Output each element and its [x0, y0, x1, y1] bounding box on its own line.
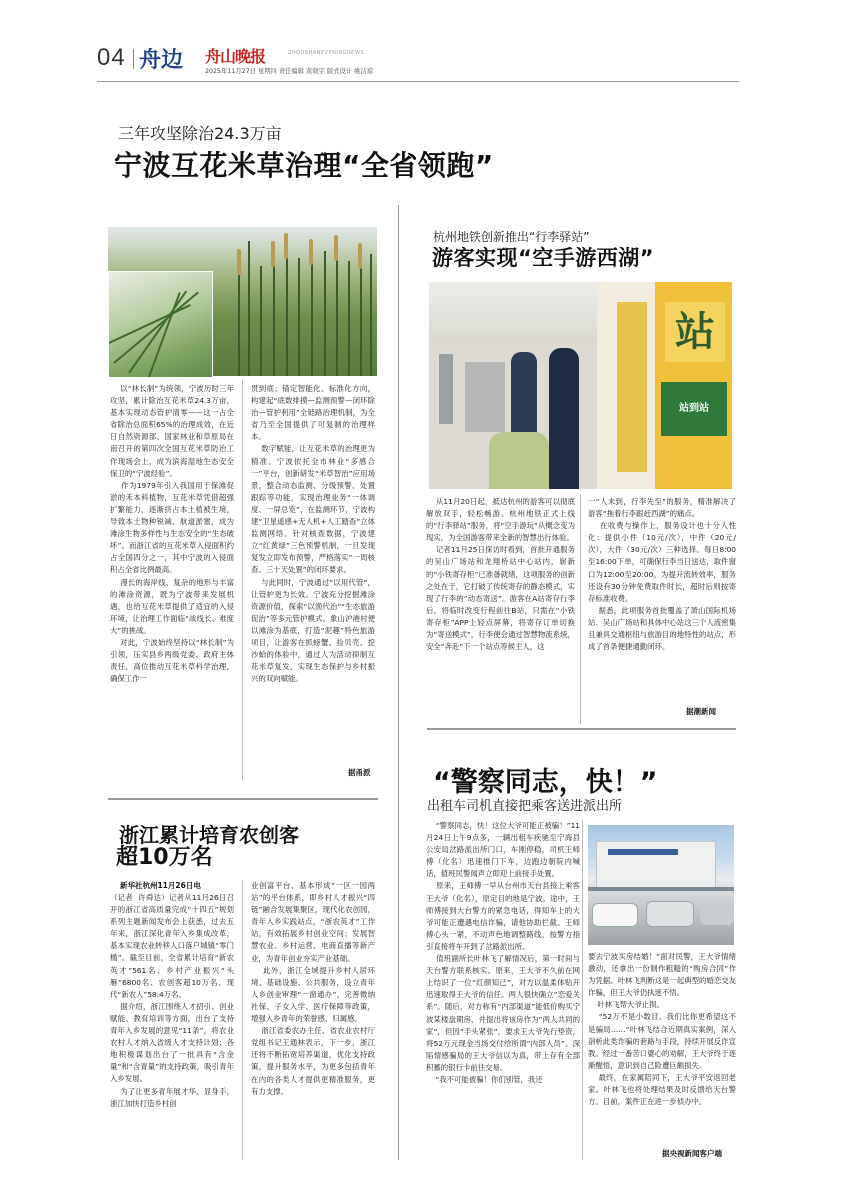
article2-body-col2: 业创富平台、基本形成“一区一园两站”的平台体系，即乡村人才振兴“四链”融合发展集聚区，现代化农创园，青年入乡实践站点，“浙农英才”工作站，有效拓展乡村创业空间；发展智慧农业、乡村运营、电商直播等新产业，为青年创业夯实产业基础。 此外，浙江全域提升乡村人居环境、基础设施、公共服务，设立青年人乡创业审理“一窗通办”，完善微纳社保、子女入学、医疗保障等政策，增强入乡青年的荣誉感、归属感。 浙江省委农办主任、省农业农村厅党组书记王通林表示，下一步，浙江还将不断拓宽培养渠道，优化支持政策，提升服务水平，为更多包括青年在内的各类人才提供更精准服务，更有力支撑。	[251, 881, 375, 1096]
section-title: 舟边	[139, 47, 184, 73]
newspaper-logo: 舟山晚报	[205, 47, 266, 66]
article1-headline: 宁波互花米草治理“全省领跑”	[114, 149, 494, 182]
article1-body-col1: 以“林长制”为统领，宁波历时三年攻坚，累计除治互花米草24.3万亩，基本实现动态管护清零——这一占全省除治总面积65%的治理成效，在近日自然资源部、国家林业和草原局在南召开的第四次全国互花米草防治工作现场会上，成为滨海湿地生态安全保卫的“宁波经验”。 作为1979年引入我国用于保滩促淤的禾本科植物，互花米草凭借超强扩繁能力，逐渐挤占本土植被生境，导致本土物种锐减、航道淤塞，成为滩涂生物多样性与生态安全的“生态破坏”。而浙江省的互花米草入侵面积约占全国四分之一，其中宁波的入侵面积占全省比例最高。 漫长的海岸线、复杂的地形与丰富的滩涂资源，既为宁波带来发展机遇，也给互花米草提供了适宜的入侵环境，让治理工作面临“战线长、难度大”的挑战。 对此，宁波始终坚持以“林长制”为引领，压实县乡两级党委、政府主体责任，高位推动互花米草科学治理，确保工作一	[110, 384, 234, 684]
article1-photo-closeup	[108, 271, 213, 378]
article3-station-sign: 站到站	[661, 382, 727, 436]
article4-body-col1: “警察同志，快！这位大爷可能正被骗！”11月24日上午9点多，一辆出租车疾驰至宁海县公安局岔路派出所门口，车刚停稳，司机王师傅（化名）迅速推门下车，边跑边朝院内喊话，值班民警闻声立即迎上前接手处置。 原来，王师傅一早从台州市天台县接上乘客王大爷（化名），原定目的地是宁波。途中，王师傅接到大台警方的紧急电话，得知车上的大爷可能正遭遇电信诈骗，请他协助拦截。王师傅心头一紧，不动声色地调整路线，按警方指引直接将车开到了岔路派出所。 值班副所长叶林飞了解情况后，第一时间与天台警方联系核实。原来，王大爷不久前在网上结识了一位“红颜知己”，对方以温柔体贴开迅速取得王大爷的信任。两人很快确立“恋爱关系”。随后，对方称有“内部渠道”能低价购买宁波某楼盘期房，并提出将该房作为“两人共同的家”，但因“手头紧张”，要求王大爷先行垫资，将52万元现金当场交付给所谓“内部人员”。深陷情感骗局的王大爷信以为真，带上存有全部积蓄的银行卡前往交易。 “我不可能被骗！你们别管，我还	[426, 821, 580, 1084]
article3-photo-metro-station: 站 站到站	[429, 282, 732, 489]
article3-headline: 游客实现“空手游西湖”	[432, 246, 655, 270]
article1-column-rule	[242, 380, 243, 780]
article3-column-rule	[580, 494, 581, 724]
article1-kicker: 三年攻坚除治24.3万亩	[118, 124, 282, 143]
article4-headline: “警察同志，快！”	[433, 767, 658, 798]
section-separator-left	[108, 798, 378, 800]
article3-kicker: 杭州地铁创新推出“行李驿站”	[433, 230, 590, 244]
issue-meta: 2025年11月27日 星期四 责任编辑 黄晓宇 版式设计 姚洁琼	[205, 68, 373, 75]
article4-column-rule	[582, 820, 583, 1160]
header-rule	[97, 81, 739, 82]
article2-column-rule	[242, 880, 243, 1160]
page-column-divider	[398, 205, 399, 1160]
newspaper-logo-english: ZHOUSHANEVENINGNEWS	[288, 50, 364, 56]
article4-photo-police-station	[588, 825, 734, 945]
article2-kicker: 浙江累计培育农创客	[119, 823, 299, 847]
article1-byline: 据甬派	[348, 768, 371, 777]
article3-body-col2: 一“人未到，行李先至”的服务，精准解决了游客“拖着行李跟赶西湖”的痛点。 在收费与操作上，服务设计也十分人性化：提供小件（10元/次），中件（20元/次），大件（30元/次）三种选择。每日8:00至16:00下单，可确保行李当日送达，取件窗口为12:00至20:00。为提升流转效率，服务还设有30分钟免费取件时长，超时后则按寄存标准收费。 据悉，此项服务首批覆盖了萧山国际机场站、吴山广场站和具体中心站这三个人流密集且兼具交通枢纽与旅游目的地特性的站点，形成了首条便捷通勤闭环。	[588, 497, 736, 652]
header-divider	[133, 49, 134, 69]
article4-subheadline: 出租车司机直接把乘客送进派出所	[427, 799, 623, 814]
page-number: 04	[97, 44, 126, 71]
article4-byline: 据央视新闻客户端	[662, 1149, 722, 1158]
article2-body-col1: （记者 许舜达）记者从11月26日召开的浙江省高质量完成“十四五”规划系列主题新闻发布会上获悉，过去五年来，浙江深化青年入乡集成改革，基本实现农业转移人口落户城镇“零门槛”。截至目前，全省累计培育“新农英才”561名、乡村产业振兴“头雁”6800名、农创客超10万名、现代“新农人”58.4万名。 据介绍，浙江围绕人才招引、创业赋能、教育培训等方面，出台了支持青年入乡发展的意见“11条”，将农业农村人才纳入省级人才支持计划；各地积极谋划出台了一批具有“含金量”和“含青量”的支持政策，吸引青年入乡发展。 为了让更多青年展才华、显身手，浙江加快打造乡村创	[110, 893, 234, 1108]
article2-dateline: 新华社杭州11月26日电	[120, 881, 201, 890]
section-separator-right	[427, 728, 736, 730]
article4-body-col2: 要去宁波买房结婚！”面对民警，王大爷情绪激动，还拿出一份制作粗糙的“购房合同”作为凭据。叶林飞判断这是一起典型的婚恋交友诈骗，但王大爷仍执迷不悟。 叶林飞帮大爷止损。 “52万不是小数目。我们比你更希望这不是骗局……”叶林飞结合近期真实案例，深入剖析此类诈骗的套路与手段，持续开展反诈宣教。经过一番苦口婆心的劝解，王大爷终于逐渐醒悟，意识到自己险遭巨额损失。 最终，在家属陪同下，王大爷平安返回老家。叶林飞也将处理结果及时反馈给天台警方。目前，案件正在进一步侦办中。	[588, 952, 736, 1107]
article3-body-col1: 从11月20日起，抵达杭州的游客可以彻底解放双手，轻松畅游。杭州地铁正式上线的“行李驿站”服务，将“空手游玩”从概念变为现实，为全国游客带来全新的智慧出行体验。 记者11月25日探访时看到，首批开通服务的吴山广场站和龙翔桥站中心站内，崭新的“小铁寄存柜”已准备就绪，这项服务的创新之处在于，它打破了传统寄存的静态模式，实现了行李的“动态寄送”。游客在A站寄存行李后，将临时改变行程前往B站，只需在“小铁寄存柜”APP上轻点屏幕，将寄存订单切换为“寄送模式”，行李便会通过智慧物流系统，安全“奔赴”下一个站点等候主人，这	[426, 497, 576, 652]
article1-body-col2: 贯到底；锚定智能化、标准化方向，构建起“底数排摸—监测预警—闭环除治—管护利用”全链路治理机制，为全省乃至全国提供了可复制的治理样本。 数字赋能，让互花米草的治理更为精准。宁波依托全市林业“多感合一”平台，创新研发“米草智治”应用场景，整合动态监测、分级预警、处置跟踪等功能，实现治理业务“一体调度、一屏总览”，在监测环节，宁波构建“卫星遥感+无人机+人工踏查”立体监测网络。针对核查数据，宁波建立“红黄绿”三色预警机制，一旦发现复发立即发布预警，严格落实“一周核查、三十天处置”的闭环要求。 与此同时，宁波通过“以用代管”，让管护更为长效。宁波充分挖掘滩涂资源价值，探索“以渔代治”“生态旅游促治”等多元管护模式。象山沪港村便以滩涂为基底，打造“泥趣”特色旅游项目，让游客在抓螃蟹、捡贝壳、挖沙蛤的体验中，通过人为活动抑制互花米草复发，实现生态保护与乡村振兴的双向赋能。	[251, 384, 375, 684]
article2-headline: 超10万名	[116, 845, 213, 870]
article3-byline: 据潮新闻	[686, 707, 716, 716]
